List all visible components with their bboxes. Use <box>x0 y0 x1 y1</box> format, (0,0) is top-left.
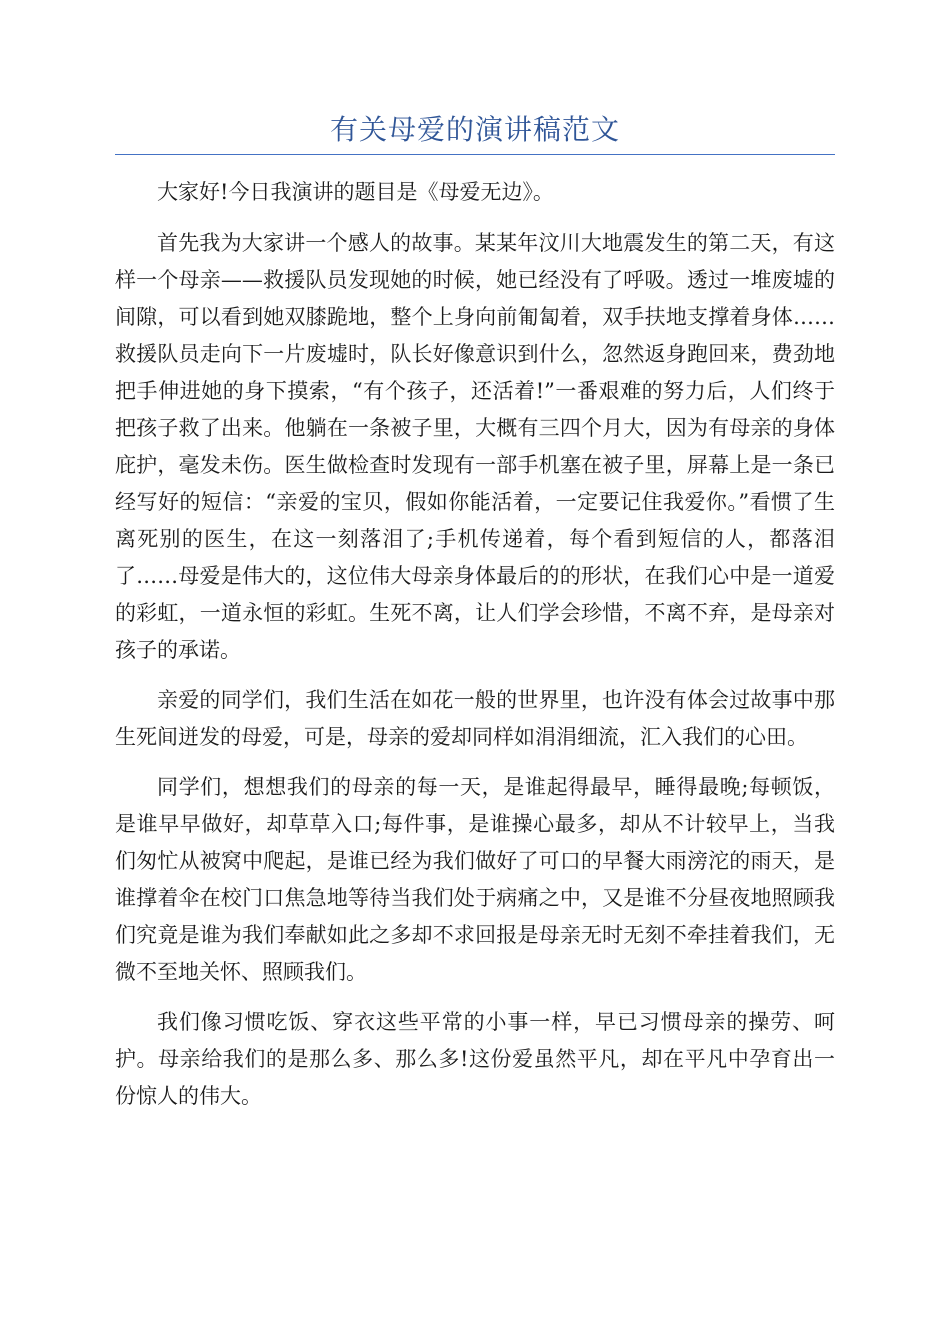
paragraph-greeting: 大家好!今日我演讲的题目是《母爱无边》。 <box>157 180 554 204</box>
paragraph-story: 首先我为大家讲一个感人的故事。某某年汶川大地震发生的第二天，有这样一个母亲——救援队员发现她的时候，她已经没有了呼吸。透过一堆废墟的间隙，可以看到她双膝跪地，整个上身向前匍匐着，双手扶地支撑着身体……救援队员走向下一片废墟时，队长好像意识到什么，忽然返身跑回来，费劲地把手伸进她的身下摸索，“有个孩子，还活着!”一番艰难的努力后，人们终于把孩子救了出来。他躺在一条被子里，大概有三四个月大，因为有母亲的身体庇护，毫发未伤。医生做检查时发现有一部手机塞在被子里，屏幕上是一条已经写好的短信：“亲爱的宝贝，假如你能活着，一定要记住我爱你。”看惯了生离死别的医生，在这一刻落泪了;手机传递着，每个看到短信的人，都落泪了……母爱是伟大的，这位伟大母亲身体最后的的形状，在我们心中是一道爱的彩虹，一道永恒的彩虹。生死不离，让人们学会珍惜，不离不弃，是母亲对孩子的承诺。 <box>115 231 835 662</box>
document-body <box>115 174 835 1128</box>
document-title: 有关母爱的演讲稿范文 <box>329 113 620 146</box>
paragraph-classmates: 亲爱的同学们，我们生活在如花一般的世界里，也许没有体会过故事中那生死间迸发的母爱，可是，母亲的爱却同样如涓涓细流，汇入我们的心田。 <box>115 688 835 749</box>
title-underline <box>115 154 835 155</box>
paragraph-conclusion: 我们像习惯吃饭、穿衣这些平常的小事一样，早已习惯母亲的操劳、呵护。母亲给我们的是那么多、那么多!这份爱虽然平凡，却在平凡中孕育出一份惊人的伟大。 <box>115 1010 835 1108</box>
paragraph-daily-care: 同学们，想想我们的母亲的每一天，是谁起得最早，睡得最晚;每顿饭，是谁早早做好，却草草入口;每件事，是谁操心最多，却从不计较早上，当我们匆忙从被窝中爬起，是谁已经为我们做好了可口的早餐大雨滂沱的雨天，是谁撑着伞在校门口焦急地等待当我们处于病痛之中，又是谁不分昼夜地照顾我们究竟是谁为我们奉献如此之多却不求回报是母亲无时无刻不牵挂着我们，无微不至地关怀、照顾我们。 <box>115 775 835 984</box>
